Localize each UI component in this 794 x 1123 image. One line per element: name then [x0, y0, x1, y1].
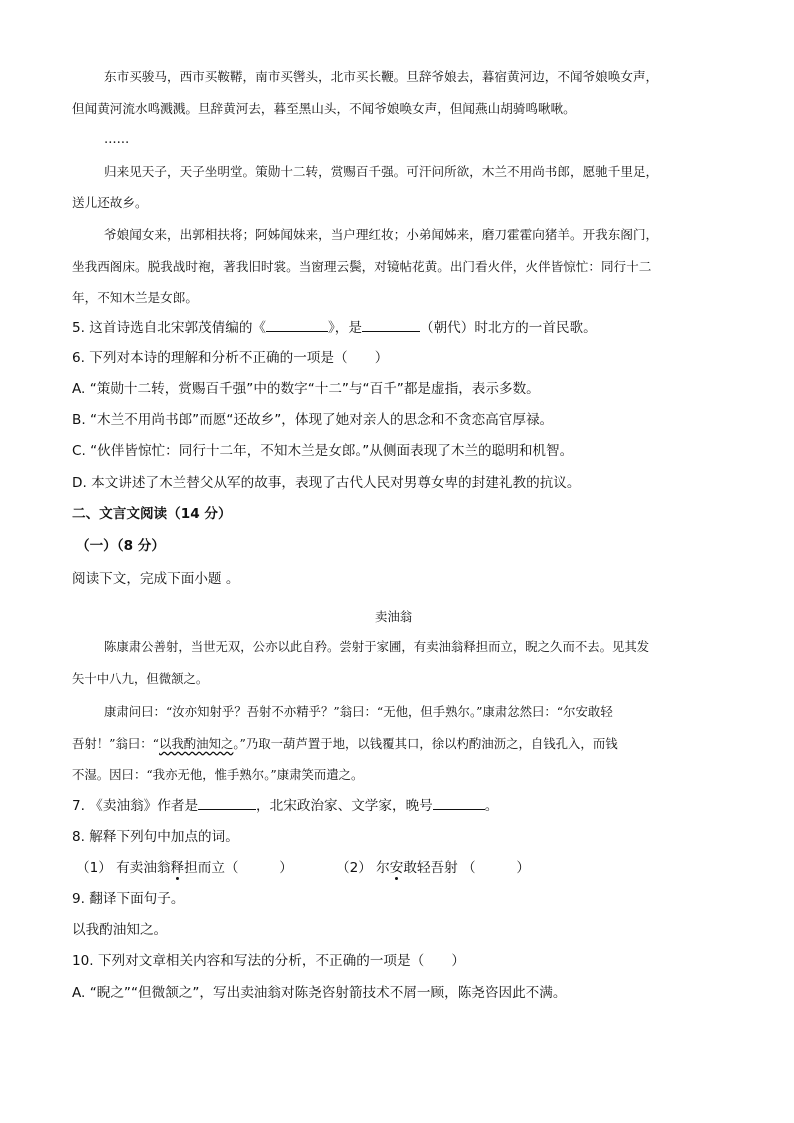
poem-line: 年，不知木兰是女郎。 [72, 290, 198, 305]
dotted-word: 安 [389, 860, 404, 876]
dotted-word: 释 [170, 860, 185, 876]
question-8-item-2: （2） 尔安敢轻吾射 （ ） [336, 860, 531, 876]
passage-line: 不湿。因曰：“我亦无他，惟手熟尔。”康肃笑而遣之。 [72, 767, 364, 782]
question-10-option-a: A. “睨之”“但微颔之”，写出卖油翁对陈尧咨射箭技术不屑一顾，陈尧咨因此不满。 [72, 985, 567, 1001]
passage-line: 吾射！”翁曰：“以我酌油知之。”乃取一葫芦置于地，以钱覆其口，徐以杓酌油沥之，自钱孔入，而钱 [72, 736, 618, 751]
subsection-heading: （一）（8 分） [76, 538, 165, 554]
reading-instruction: 阅读下文，完成下面小题 。 [72, 571, 240, 587]
passage-line: 矢十中八九，但微颔之。 [72, 671, 209, 686]
question-8-item-1: （1） 有卖油翁释担而立（ ） [76, 860, 293, 876]
answer-blank[interactable] [433, 796, 485, 810]
question-8-stem: 8. 解释下列句中加点的词。 [72, 829, 239, 845]
section-heading: 二、文言文阅读（14 分） [72, 506, 232, 522]
question-6-option-b: B. “木兰不用尚书郎”而愿“还故乡”，体现了她对亲人的思念和不贪恋高官厚禄。 [72, 412, 554, 428]
poem-line: 坐我西阁床。脱我战时袍，著我旧时裳。当窗理云鬓，对镜帖花黄。出门看火伴，火伴皆惊忙：同行十二 [72, 259, 652, 274]
answer-blank[interactable] [266, 318, 328, 332]
poem-line: 东市买骏马，西市买鞍鞯，南市买辔头，北市买长鞭。旦辞爷娘去，暮宿黄河边，不闻爷娘唤女声， [104, 69, 659, 84]
wavy-underlined-sentence: 以我酌油知之 [159, 736, 234, 751]
passage-title: 卖油翁 [375, 609, 413, 624]
question-6-option-c: C. “伙伴皆惊忙：同行十二年，不知木兰是女郎。”从侧面表现了木兰的聪明和机智。 [72, 443, 574, 459]
passage-line: 陈康肃公善射，当世无双，公亦以此自矜。尝射于家圃，有卖油翁释担而立，睨之久而不去。见其发 [104, 639, 650, 654]
passage-line: 康肃问曰：“汝亦知射乎？吾射不亦精乎？”翁曰：“无他，但手熟尔。”康肃忿然曰：“尔安敢轻 [104, 704, 613, 719]
answer-blank[interactable] [198, 796, 256, 810]
poem-line: 归来见天子，天子坐明堂。策勋十二转，赏赐百千强。可汗问所欲，木兰不用尚书郎，愿驰千里足， [104, 164, 659, 179]
question-6-stem: 6. 下列对本诗的理解和分析不正确的一项是（ ） [72, 350, 389, 366]
answer-blank[interactable] [362, 318, 420, 332]
question-6-option-a: A. “策勋十二转，赏赐百千强”中的数字“十二”与“百千”都是虚指，表示多数。 [72, 381, 540, 397]
question-6-option-d: D. 本文讲述了木兰替父从军的故事，表现了古代人民对男尊女卑的封建礼教的抗议。 [72, 475, 581, 491]
question-7: 7. 《卖油翁》作者是 ，北宋政治家、文学家，晚号 。 [72, 798, 499, 814]
poem-line: 爷娘闻女来，出郭相扶将；阿姊闻妹来，当户理红妆；小弟闻姊来，磨刀霍霍向猪羊。开我东阁门， [104, 227, 659, 242]
question-9-stem: 9. 翻译下面句子。 [72, 891, 185, 907]
question-5: 5. 这首诗选自北宋郭茂倩编的《 》，是 （朝代）时北方的一首民歌。 [72, 320, 597, 336]
poem-line: 但闻黄河流水鸣溅溅。旦辞黄河去，暮至黑山头，不闻爷娘唤女声，但闻燕山胡骑鸣啾啾。 [72, 101, 576, 116]
poem-ellipsis: …… [104, 131, 130, 146]
question-10-stem: 10. 下列对文章相关内容和写法的分析，不正确的一项是（ ） [72, 953, 465, 969]
poem-line: 送儿还故乡。 [72, 195, 148, 210]
question-9-sentence: 以我酌油知之。 [72, 922, 168, 938]
